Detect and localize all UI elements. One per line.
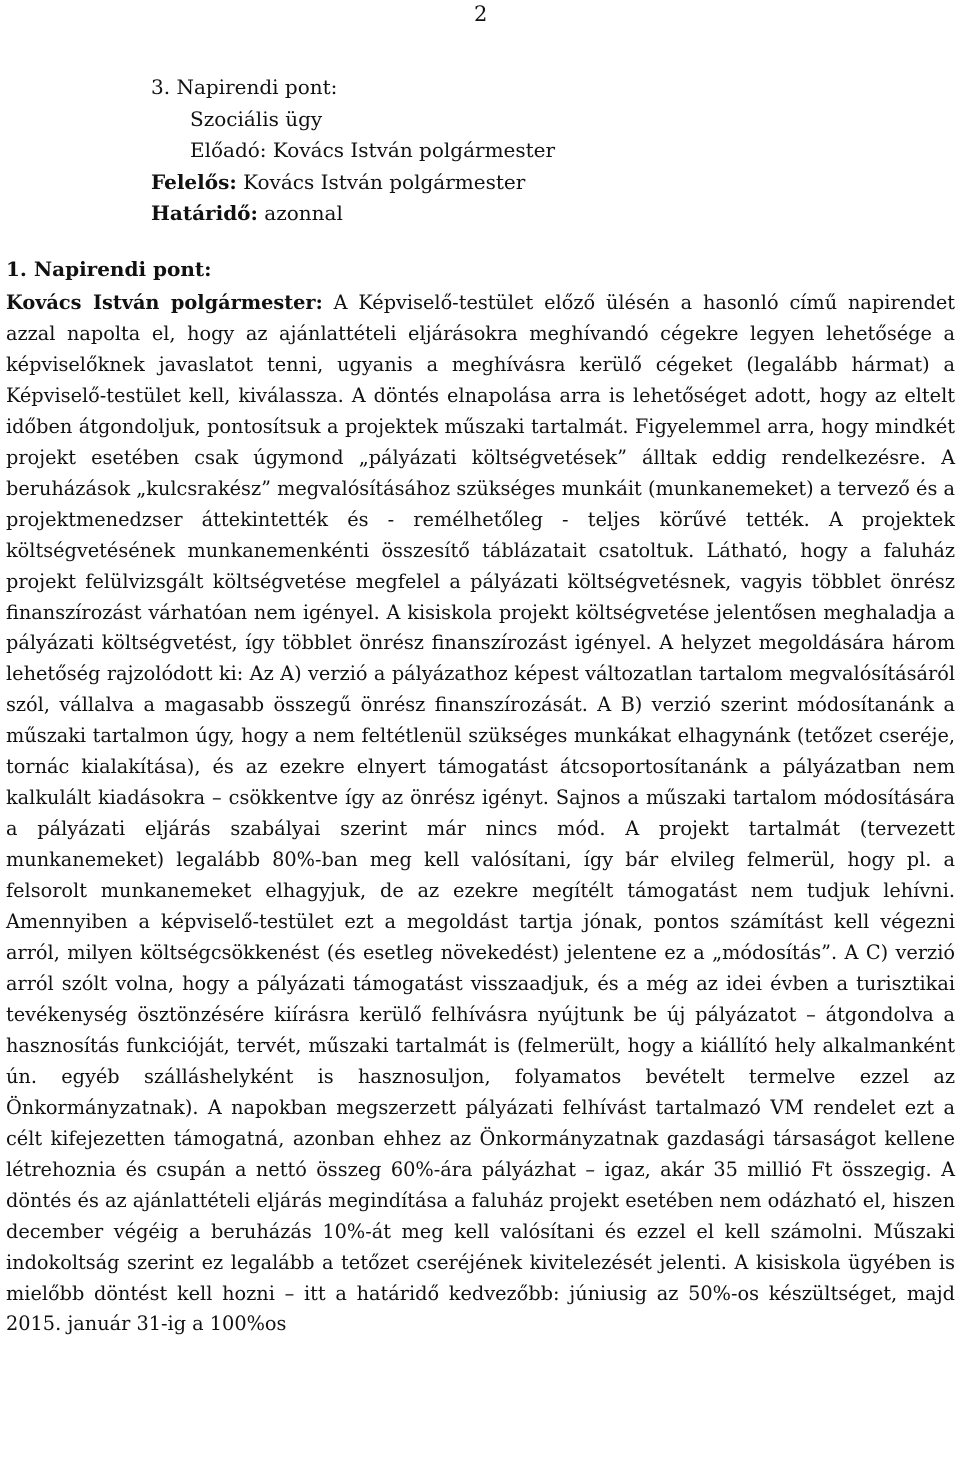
paragraph-text: A Képviselő-testület előző ülésén a hasonló című napirendet azzal napolta el, hogy az ajánlattételi eljárásokra meghívandó cégekre legyen lehetősége a képviselőknek javaslatot tenni, ugyanis a meghívásra kerülő cégeket (legalább hármat) a Képviselő-testület kell, kiválassza. A döntés elnapolása arra is lehetőséget adott, hogy az eltelt időben átgondoljuk, pontosítsuk a projektek műszaki tartalmát. Figyelemmel arra, hogy mindkét projekt esetében csak úgymond „pályázati költségvetések” álltak eddig rendelkezésre. A beruházások „kulcsrakész” megvalósításához szükséges munkáit (munkanemeket) a tervező és a projektmenedzser áttekintették és - remélhetőleg - teljes körűvé tették. A projektek költségvetésének munkanemenkénti összesítő táblázatait csatoltuk. Látható, hogy a faluház projekt felülvizsgált költségvetése megfelel a pályázati költségvetésnek, vagyis többlet önrész finanszírozást várhatóan nem igényel. A kisiskola projekt költségvetése jelentősen meghaladja a pályázati költségvetést, így többlet önrész finanszírozást igényel. A helyzet megoldására három lehetőség rajzolódott ki: Az A) verzió a pályázathoz képest változatlan tartalom megvalósításáról szól, vállalva a magasabb összegű önrész finanszírozását. A B) verzió szerint módosítanánk a műszaki tartalmon úgy, hogy a nem feltétlenül szükséges munkákat elhagynánk (tetőzet cseréje, tornác kialakítása), és az ezekre elnyert támogatást átcsoportosítanánk a pályázatban nem kalkulált kiadásokra – csökkentve így az önrész igényt. Sajnos a műszaki tartalom módosítására a pályázati eljárás szabályai szerint már nincs mód. A projekt tartalmát (tervezett munkanemeket) legalább 80%-ban meg kell valósítani, így bár elvileg felmerül, hogy pl. a felsorolt munkanemeket elhagyjuk, de az ezekre megítélt támogatást nem tudjuk lehívni. Amennyiben a képviselő-testület ezt a megoldást tartja jónak, pontos számítást kell végezni arról, milyen költségcsökkenést (és esetleg növekedést) jelentene ez a „módosítás”. A C) verzió arról szólt volna, hogy a pályázati támogatást visszaadjuk, és a még az idei évben a turisztikai tevékenység ösztönzésére kiírásra kerülő felhívásra nyújtunk be új pályázatot – átgondolva a hasznosítás funkcióját, tervét, műszaki tartalmát is (felmerült, hogy a kiállító hely alkalmanként ún. egyéb szálláshelyként is hasznosuljon, folyamatos bevételt termelve ezzel az Önkormányzatnak). A napokban megszerzett pályázati felhívást tartalmazó VM rendelet ezt a célt kifejezetten támogatná, azonban ehhez az Önkormányzatnak gazdasági társaságot kellene létrehoznia és csupán a nettó összeg 60%-ára pályázhat – igaz, akár 35 millió Ft összegig. A döntés és az ajánlattételi eljárás megindítása a faluház projekt esetében nem odázható el, hiszen december végéig a beruházás 10%-át meg kell valósítani és ezzel el kell számolni. Műszaki indokoltság szerint ez legalább a tetőzet cseréjének kivitelezését jelenti. A kisiskola ügyében is mielőbb döntést kell hozni – itt a határidő kedvezőbb: júniusig az 50%-os készültséget, majd 2015. január 31-ig a 100%os xyxy=(6,291,955,1336)
deadline-label: Határidő: xyxy=(151,201,258,225)
agenda-title-line xyxy=(151,72,555,104)
agenda-item-1-heading: 1. Napirendi pont: xyxy=(6,257,212,281)
responsible-label: Felelős: xyxy=(151,169,237,194)
body-paragraph xyxy=(6,288,955,1340)
deadline-value: azonnal xyxy=(257,201,343,225)
responsible-value: Kovács István polgármester xyxy=(236,169,526,194)
agenda-title: Napirendi pont: xyxy=(176,75,338,99)
page-number: 2 xyxy=(474,2,488,26)
agenda-responsible xyxy=(151,167,555,199)
agenda-number: 3. xyxy=(151,75,171,99)
agenda-topic: Szociális ügy xyxy=(190,106,323,131)
agenda-deadline xyxy=(151,198,555,230)
speaker-label: Kovács István polgármester: xyxy=(6,291,323,314)
agenda-presenter: Előadó: Kovács István polgármester xyxy=(190,138,556,162)
agenda-item-3 xyxy=(151,72,555,230)
